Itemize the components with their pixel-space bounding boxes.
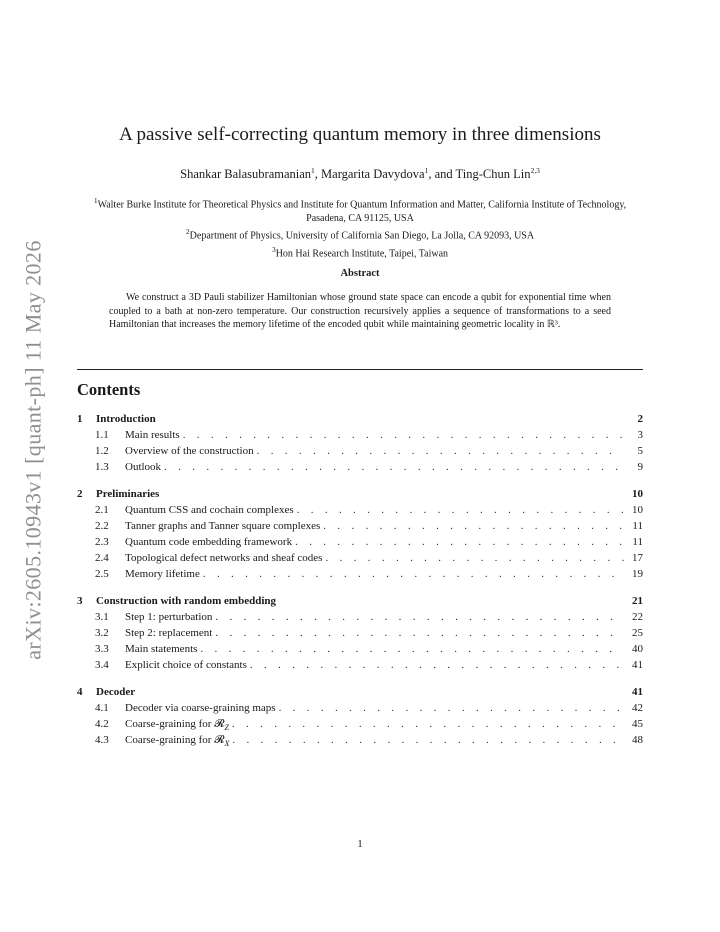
toc-subsection-title bbox=[125, 502, 294, 518]
page-number: 1 bbox=[357, 838, 363, 850]
toc-dot-leader bbox=[279, 700, 624, 716]
toc-entry-subsection bbox=[77, 502, 643, 518]
toc-entry-subsection bbox=[77, 700, 643, 716]
toc-subsection-page: 9 bbox=[637, 461, 643, 473]
toc-entry-subsection bbox=[77, 609, 643, 625]
toc-entry-subsection bbox=[77, 566, 643, 582]
affiliation-list bbox=[77, 194, 643, 261]
toc-entry-subsection bbox=[77, 732, 643, 748]
toc-subsection-title bbox=[125, 609, 212, 625]
affiliation bbox=[77, 225, 643, 243]
contents-heading: Contents bbox=[77, 380, 141, 399]
toc-section-title: Construction with random embedding bbox=[96, 595, 276, 607]
toc-subsection-number: 2.1 bbox=[95, 504, 109, 516]
toc-subsection-title-text: Topological defect networks and sheaf codes bbox=[125, 552, 323, 564]
toc-subsection-title-text: Step 2: replacement bbox=[125, 627, 213, 639]
toc-section bbox=[77, 486, 643, 582]
toc-dot-leader bbox=[295, 534, 624, 550]
toc-subsection-number: 1.3 bbox=[95, 461, 109, 473]
affiliation-mark: 2 bbox=[185, 227, 190, 237]
toc-subsection-page: 45 bbox=[632, 718, 643, 730]
toc-subsection-title bbox=[125, 427, 180, 443]
toc-entry-subsection bbox=[77, 459, 643, 475]
author-affiliation-mark: 1 bbox=[424, 166, 429, 175]
toc-subsection-title bbox=[125, 625, 212, 641]
affiliation-text: Walter Burke Institute for Theoretical Physics and Institute for Quantum Information and Matter, California Institute of Technology, Pasadena, CA 91125, USA bbox=[97, 199, 627, 224]
affiliation-mark: 1 bbox=[93, 196, 98, 205]
toc-subsection-title-text: Outlook bbox=[125, 461, 162, 473]
toc-subsection-page: 10 bbox=[632, 504, 643, 516]
toc-subsection-number: 4.3 bbox=[95, 734, 109, 746]
toc-subsection-page: 17 bbox=[632, 552, 643, 564]
toc-subsection-title-subscript: Z bbox=[224, 723, 229, 733]
toc-dot-leader bbox=[232, 732, 624, 748]
toc-section-number: 4 bbox=[77, 686, 83, 698]
toc-dot-leader bbox=[325, 550, 624, 566]
toc-subsection-title bbox=[125, 700, 276, 716]
toc-subsection-title bbox=[125, 443, 254, 459]
toc-dot-leader bbox=[203, 566, 624, 582]
toc-section-page: 10 bbox=[632, 488, 643, 500]
toc-dot-leader bbox=[200, 641, 624, 657]
toc-entry-section bbox=[77, 593, 643, 609]
toc-subsection-number: 3.3 bbox=[95, 643, 109, 655]
toc-subsection-page: 25 bbox=[632, 627, 643, 639]
toc-section-title: Introduction bbox=[96, 413, 156, 425]
toc-dot-leader bbox=[297, 502, 624, 518]
toc-subsection-title-text: Main results bbox=[125, 429, 180, 441]
toc-subsection-title-text: Quantum CSS and cochain complexes bbox=[125, 504, 294, 516]
toc-section-number: 3 bbox=[77, 595, 83, 607]
toc-subsection-page: 19 bbox=[632, 568, 643, 580]
toc-subsection-number: 2.4 bbox=[95, 552, 109, 564]
toc-section-title: Decoder bbox=[96, 686, 136, 698]
affiliation bbox=[77, 194, 643, 225]
toc-subsection-title bbox=[125, 534, 292, 550]
toc-subsection-title bbox=[125, 566, 200, 582]
toc-entry-subsection bbox=[77, 518, 643, 534]
toc-dot-leader bbox=[232, 716, 624, 732]
toc-entry-section bbox=[77, 684, 643, 700]
toc-subsection-title bbox=[125, 550, 322, 566]
toc-subsection-page: 40 bbox=[632, 643, 643, 655]
toc-subsection-page: 3 bbox=[637, 429, 643, 441]
toc-entry-subsection bbox=[77, 657, 643, 673]
toc-section-page: 41 bbox=[632, 686, 643, 698]
author-separator: , and bbox=[428, 167, 456, 182]
affiliation-text: Hon Hai Research Institute, Taipei, Taiwan bbox=[275, 248, 449, 260]
toc-dot-leader bbox=[215, 625, 624, 641]
toc-entry-subsection bbox=[77, 443, 643, 459]
toc-entry-section bbox=[77, 411, 643, 427]
abstract-text: We construct a 3D Pauli stabilizer Hamiltonian whose ground state space can encode a qubit for exponential time when coupled to a bath at non-zero temperature. Our construction recursively applies a sequence of transformations to a seed Hamiltonian that increases the memory lifetime of the encoded qubit while maintaining geometric locality in ℝ³. bbox=[109, 292, 611, 330]
toc-subsection-title-text: Explicit choice of constants bbox=[125, 659, 247, 671]
toc-entry-subsection bbox=[77, 550, 643, 566]
toc-dot-leader bbox=[250, 657, 624, 673]
toc-section bbox=[77, 411, 643, 475]
toc-subsection-number: 1.1 bbox=[95, 429, 109, 441]
toc-subsection-number: 3.1 bbox=[95, 611, 109, 623]
toc-subsection-number: 4.2 bbox=[95, 718, 109, 730]
toc-subsection-title bbox=[125, 459, 161, 475]
toc-subsection-title-text: Main statements bbox=[125, 643, 198, 655]
toc-section-page: 21 bbox=[632, 595, 643, 607]
toc-entry-subsection bbox=[77, 427, 643, 443]
toc-subsection-title-text: Tanner graphs and Tanner square complexes bbox=[125, 520, 321, 532]
toc-subsection-page: 11 bbox=[632, 520, 643, 532]
toc-subsection-number: 3.4 bbox=[95, 659, 109, 671]
table-of-contents bbox=[77, 411, 643, 759]
toc-subsection-number: 2.2 bbox=[95, 520, 109, 532]
toc-subsection-page: 42 bbox=[632, 702, 643, 714]
toc-subsection-title-subscript: X bbox=[224, 739, 230, 749]
affiliation-mark: 3 bbox=[271, 245, 276, 255]
toc-section-title: Preliminaries bbox=[96, 488, 160, 500]
toc-subsection-title bbox=[125, 732, 229, 752]
toc-subsection-number: 3.2 bbox=[95, 627, 109, 639]
toc-entry-subsection bbox=[77, 716, 643, 732]
toc-dot-leader bbox=[215, 609, 624, 625]
toc-entry-subsection bbox=[77, 534, 643, 550]
toc-section-number: 2 bbox=[77, 488, 83, 500]
toc-subsection-title-text: Memory lifetime bbox=[125, 568, 200, 580]
author-name: Margarita Davydova bbox=[321, 167, 425, 182]
author-affiliation-mark: 1 bbox=[311, 166, 315, 175]
toc-subsection-title-text: Coarse-graining for 𝓡 bbox=[125, 734, 225, 746]
toc-section-number: 1 bbox=[77, 413, 83, 425]
toc-dot-leader bbox=[183, 427, 624, 443]
toc-subsection-title-text: Decoder via coarse-graining maps bbox=[125, 702, 276, 714]
affiliation bbox=[77, 243, 643, 261]
author-list bbox=[77, 166, 643, 182]
toc-subsection-title bbox=[125, 657, 247, 673]
author-affiliation-mark: 2,3 bbox=[530, 166, 540, 175]
author-separator: , bbox=[314, 167, 322, 182]
toc-subsection-number: 1.2 bbox=[95, 445, 109, 457]
toc-dot-leader bbox=[257, 443, 624, 459]
toc-subsection-page: 11 bbox=[632, 536, 643, 548]
toc-subsection-title-text: Coarse-graining for 𝓡 bbox=[125, 718, 225, 730]
toc-subsection-number: 4.1 bbox=[95, 702, 109, 714]
author-name: Shankar Balasubramanian bbox=[180, 167, 312, 182]
toc-subsection-number: 2.3 bbox=[95, 536, 109, 548]
toc-subsection-page: 48 bbox=[632, 734, 643, 746]
toc-subsection-title bbox=[125, 518, 320, 534]
toc-section-page: 2 bbox=[637, 413, 643, 425]
affiliation-text: Department of Physics, University of California San Diego, La Jolla, CA 92093, USA bbox=[189, 230, 535, 242]
paper-title: A passive self-correcting quantum memory in three dimensions bbox=[119, 124, 601, 145]
section-divider bbox=[77, 369, 643, 370]
toc-dot-leader bbox=[323, 518, 624, 534]
toc-subsection-title bbox=[125, 641, 197, 657]
toc-subsection-page: 41 bbox=[632, 659, 643, 671]
toc-subsection-page: 22 bbox=[632, 611, 643, 623]
toc-subsection-title-text: Overview of the construction bbox=[125, 445, 254, 457]
arxiv-identifier-text: arXiv:2605.10943v1 [quant-ph] 11 May 2026 bbox=[21, 240, 46, 660]
abstract-heading: Abstract bbox=[340, 268, 380, 279]
toc-subsection-title-text: Quantum code embedding framework bbox=[125, 536, 293, 548]
toc-section bbox=[77, 593, 643, 673]
toc-entry-subsection bbox=[77, 641, 643, 657]
toc-subsection-title-text: Step 1: perturbation bbox=[125, 611, 213, 623]
toc-subsection-page: 5 bbox=[637, 445, 643, 457]
toc-entry-section bbox=[77, 486, 643, 502]
toc-entry-subsection bbox=[77, 625, 643, 641]
toc-section bbox=[77, 684, 643, 748]
arxiv-identifier-stamp bbox=[6, 240, 62, 660]
author-name: Ting-Chun Lin bbox=[455, 167, 531, 182]
toc-dot-leader bbox=[164, 459, 624, 475]
toc-subsection-number: 2.5 bbox=[95, 568, 109, 580]
